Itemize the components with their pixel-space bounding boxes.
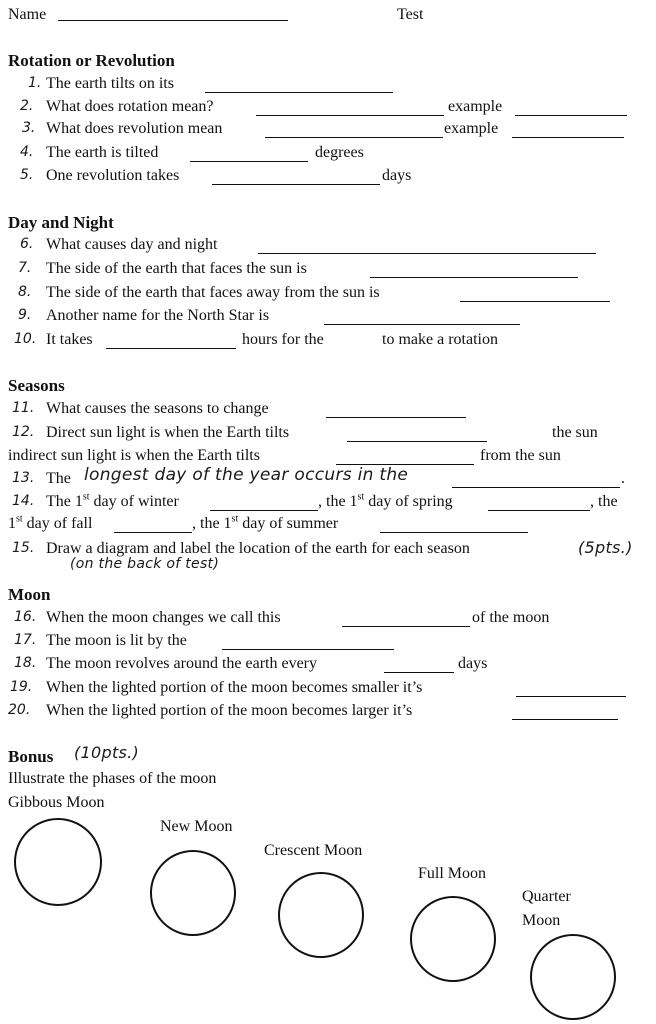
question-text: , the bbox=[590, 493, 618, 510]
section-title-moon: Moon bbox=[8, 585, 51, 604]
question-text: One revolution takes bbox=[46, 167, 180, 184]
question-text: The 1st day of winter bbox=[46, 491, 179, 510]
question-text: The side of the earth that faces away from the sun is bbox=[46, 284, 380, 301]
handwritten-points: (10pts.) bbox=[74, 743, 140, 762]
answer-blank[interactable] bbox=[370, 277, 578, 278]
answer-blank[interactable] bbox=[347, 441, 487, 442]
handwritten-text: longest day of the year occurs in the bbox=[84, 465, 409, 485]
question-number: 6. bbox=[20, 236, 34, 252]
question-number: 1. bbox=[28, 75, 42, 91]
question-text: Direct sun light is when the Earth tilts bbox=[46, 424, 290, 441]
phase-label-full: Full Moon bbox=[418, 865, 487, 882]
answer-blank[interactable] bbox=[342, 626, 470, 627]
question-text: It takes bbox=[46, 331, 93, 348]
section-title-rotation: Rotation or Revolution bbox=[8, 51, 175, 70]
question-number: 20. bbox=[8, 702, 31, 718]
question-end: . bbox=[621, 470, 625, 487]
question-number: 15. bbox=[12, 540, 35, 556]
quarter-moon-circle[interactable] bbox=[530, 934, 616, 1020]
question-number: 12. bbox=[12, 424, 35, 440]
answer-blank[interactable] bbox=[222, 649, 394, 650]
answer-blank[interactable] bbox=[488, 510, 590, 511]
question-number: 14. bbox=[12, 493, 35, 509]
question-text: When the moon changes we call this bbox=[46, 609, 281, 626]
question-text: 1st day of fall bbox=[8, 513, 93, 532]
crescent-moon-circle[interactable] bbox=[278, 872, 364, 958]
question-text: When the lighted portion of the moon becomes smaller it’s bbox=[46, 679, 423, 696]
answer-blank[interactable] bbox=[516, 696, 626, 697]
question-number: 16. bbox=[14, 609, 37, 625]
question-number: 8. bbox=[18, 284, 32, 300]
name-field[interactable] bbox=[58, 20, 288, 21]
section-title-day-night: Day and Night bbox=[8, 213, 114, 232]
phase-label-quarter-moon: Moon bbox=[522, 912, 561, 929]
test-label: Test bbox=[397, 6, 424, 23]
question-text: The moon is lit by the bbox=[46, 632, 187, 649]
phase-label-crescent: Crescent Moon bbox=[264, 842, 363, 859]
answer-blank[interactable] bbox=[326, 417, 466, 418]
answer-blank[interactable] bbox=[114, 532, 192, 533]
bonus-instruction: Illustrate the phases of the moon bbox=[8, 770, 217, 787]
phase-label-gibbous: Gibbous Moon bbox=[8, 794, 105, 811]
new-moon-circle[interactable] bbox=[150, 850, 236, 936]
example-blank[interactable] bbox=[515, 115, 627, 116]
answer-blank[interactable] bbox=[324, 324, 520, 325]
question-text: What does revolution mean bbox=[46, 120, 223, 137]
question-text: What causes day and night bbox=[46, 236, 218, 253]
handwritten-points: (5pts.) bbox=[578, 538, 633, 557]
question-number: 2. bbox=[20, 98, 34, 114]
question-text: The moon revolves around the earth every bbox=[46, 655, 318, 672]
question-text: Draw a diagram and label the location of the earth for each season bbox=[46, 540, 470, 557]
question-text: , the 1st day of spring bbox=[318, 491, 453, 510]
answer-blank[interactable] bbox=[380, 532, 528, 533]
example-blank[interactable] bbox=[512, 137, 624, 138]
answer-blank[interactable] bbox=[106, 348, 236, 349]
question-number: 7. bbox=[18, 260, 32, 276]
question-number: 13. bbox=[12, 470, 35, 486]
section-title-bonus: Bonus bbox=[8, 747, 54, 766]
full-moon-circle[interactable] bbox=[410, 896, 496, 982]
answer-blank[interactable] bbox=[512, 719, 618, 720]
question-end: from the sun bbox=[480, 447, 561, 464]
answer-blank[interactable] bbox=[384, 672, 454, 673]
section-title-seasons: Seasons bbox=[8, 376, 65, 395]
question-text: , the 1st day of summer bbox=[192, 513, 339, 532]
question-number: 17. bbox=[14, 632, 37, 648]
answer-blank[interactable] bbox=[256, 115, 444, 116]
question-end: days bbox=[458, 655, 488, 672]
question-text: When the lighted portion of the moon becomes larger it’s bbox=[46, 702, 413, 719]
question-text: What causes the seasons to change bbox=[46, 400, 269, 417]
answer-blank[interactable] bbox=[452, 487, 620, 488]
answer-blank[interactable] bbox=[190, 161, 308, 162]
answer-blank[interactable] bbox=[265, 137, 443, 138]
question-end: the sun bbox=[552, 424, 598, 441]
answer-blank[interactable] bbox=[460, 301, 610, 302]
question-text-line2: indirect sun light is when the Earth tilts bbox=[8, 447, 260, 464]
question-text: The side of the earth that faces the sun is bbox=[46, 260, 307, 277]
question-number: 10. bbox=[14, 331, 37, 347]
question-end: to make a rotation bbox=[382, 331, 498, 348]
question-text: Another name for the North Star is bbox=[46, 307, 270, 324]
gibbous-moon-circle[interactable] bbox=[14, 818, 102, 906]
question-suffix: degrees bbox=[315, 144, 364, 161]
question-number: 11. bbox=[12, 400, 35, 416]
name-label: Name bbox=[8, 6, 47, 23]
question-number: 4. bbox=[20, 144, 34, 160]
handwritten-note: (on the back of test) bbox=[70, 556, 220, 572]
question-text: The earth is tilted bbox=[46, 144, 159, 161]
example-label: example bbox=[444, 120, 499, 137]
question-number: 18. bbox=[14, 655, 37, 671]
question-text: The earth tilts on its bbox=[46, 75, 174, 92]
question-number: 3. bbox=[22, 120, 36, 136]
answer-blank[interactable] bbox=[210, 510, 318, 511]
question-suffix: days bbox=[382, 167, 412, 184]
question-number: 19. bbox=[10, 679, 33, 695]
question-mid: hours for the bbox=[242, 331, 324, 348]
question-text: The bbox=[46, 470, 71, 487]
phase-label-new: New Moon bbox=[160, 818, 233, 835]
question-end: of the moon bbox=[472, 609, 550, 626]
question-number: 9. bbox=[18, 307, 32, 323]
answer-blank[interactable] bbox=[258, 253, 596, 254]
question-text: What does rotation mean? bbox=[46, 98, 214, 115]
answer-blank[interactable] bbox=[212, 184, 380, 185]
answer-blank[interactable] bbox=[205, 92, 393, 93]
question-number: 5. bbox=[20, 167, 34, 183]
example-label: example bbox=[448, 98, 503, 115]
phase-label-quarter: Quarter bbox=[522, 888, 571, 905]
